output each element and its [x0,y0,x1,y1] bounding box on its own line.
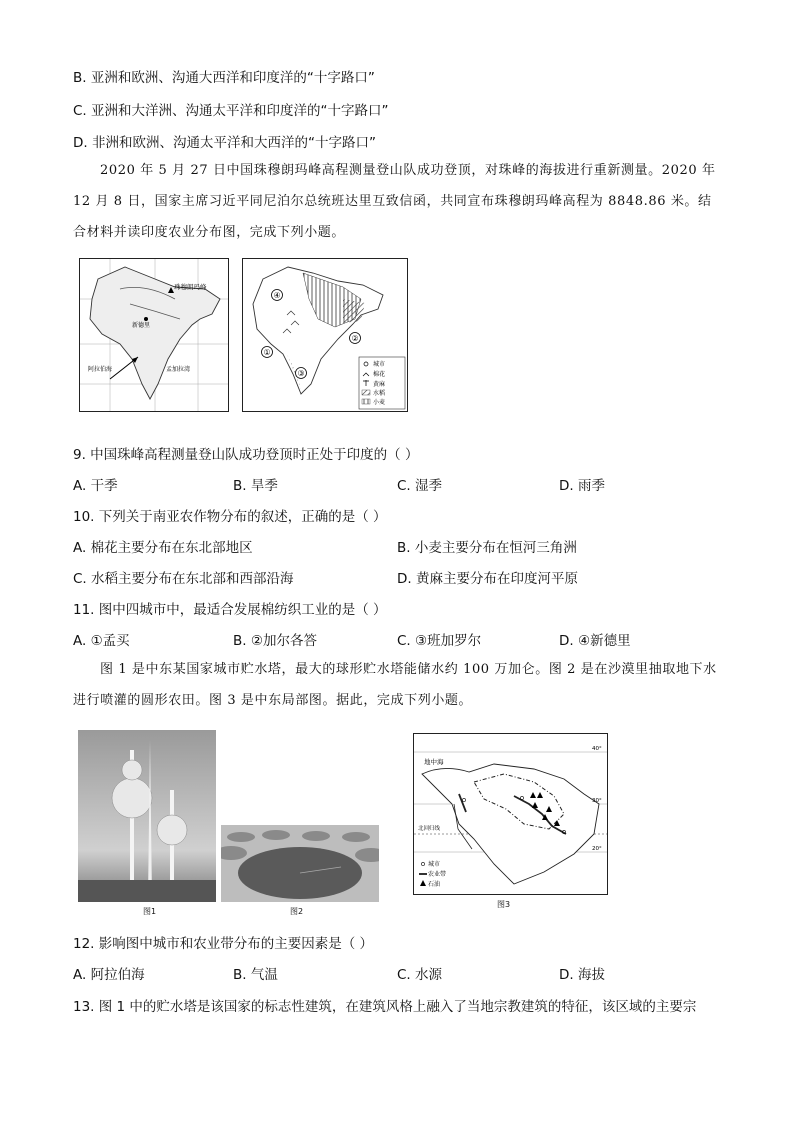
q9-stem: 9. 中国珠峰高程测量登山队成功登顶时正处于印度的（ ） [73,447,419,463]
passage-everest: 2020 年 5 月 27 日中国珠穆朗玛峰高程测量登山队成功登顶，对珠峰的海拔进行重新测量。2020 年 12 月 8 日，国家主席习近平同尼泊尔总统班达里互致信函，共同宣布珠穆朗玛峰高程为 8848.86 米。结合材料并读印度农业分布图，完成下列小题。 [73,163,716,240]
q10-option-b[interactable]: B. 小麦主要分布在恒河三角洲 [397,540,577,556]
label-lat-20: 20° [592,846,602,852]
label-lat-30: 30° [592,798,602,804]
india-physical-map [79,258,229,412]
figure2-caption: 图2 [290,907,304,916]
q11-option-b[interactable]: B. ②加尔各答 [233,633,317,649]
option-c-prev: C. 亚洲和大洋洲、沟通太平洋和印度洋的“十字路口” [73,103,389,119]
legend-me-city: 城市 [428,861,441,868]
label-lat-40: 40° [592,746,602,752]
label-newdelhi: 新德里 [132,322,151,329]
middle-east-map-drawing [414,734,607,894]
q12-stem: 12. 影响图中城市和农业带分布的主要因素是（ ） [73,936,374,952]
q9-option-c[interactable]: C. 湿季 [397,478,443,494]
passage-middle-east: 图 1 是中东某国家城市贮水塔，最大的球形贮水塔能储水约 100 万加仑。图 2 是在沙漠里抽取地下水进行喷灌的圆形农田。图 3 是中东局部图。据此，完成下列小题。 [73,662,717,708]
middle-east-map [413,733,608,895]
city-1: ① [263,348,271,357]
figure1-caption: 图1 [143,907,157,916]
q10-stem: 10. 下列关于南亚农作物分布的叙述，正确的是（ ） [73,509,387,525]
q11-stem: 11. 图中四城市中，最适合发展棉纺织工业的是（ ） [73,602,387,618]
q10-option-a[interactable]: A. 棉花主要分布在东北部地区 [73,540,253,556]
legend-rice: 水稻 [373,390,386,397]
label-bay-of-bengal: 孟加拉湾 [166,366,191,373]
q12-option-b[interactable]: B. 气温 [233,967,278,983]
city-2: ② [351,334,359,343]
india-physical-map-drawing [80,259,228,411]
q9-option-d[interactable]: D. 雨季 [559,478,605,494]
q12-option-c[interactable]: C. 水源 [397,967,443,983]
q9-option-b[interactable]: B. 旱季 [233,478,278,494]
legend-me-farm: 农业带 [428,871,447,878]
label-tropic: 北回归线 [418,826,441,832]
circular-fields-drawing [221,825,379,902]
q12-option-d[interactable]: D. 海拔 [559,967,605,983]
q11-option-d[interactable]: D. ④新德里 [559,633,631,649]
label-everest: 珠穆朗玛峰 [174,283,207,291]
option-d-prev: D. 非洲和欧洲、沟通太平洋和大西洋的“十字路口” [73,135,376,151]
water-tower-drawing [78,730,216,902]
q11-option-c[interactable]: C. ③班加罗尔 [397,633,482,649]
q9-option-a[interactable]: A. 干季 [73,478,118,494]
label-mediterranean: 地中海 [424,758,444,766]
option-b-prev: B. 亚洲和欧洲、沟通大西洋和印度洋的“十字路口” [73,70,375,86]
q10-option-c[interactable]: C. 水稻主要分布在东北部和西部沿海 [73,571,294,587]
legend-wheat: 小麦 [373,399,386,406]
city-4: ④ [273,291,281,300]
q12-option-a[interactable]: A. 阿拉伯海 [73,967,145,983]
figure3-caption: 图3 [497,900,511,909]
circular-fields-photo [221,825,379,902]
water-tower-photo [78,730,216,902]
label-arabian-sea: 阿拉伯海 [88,366,113,373]
q11-option-a[interactable]: A. ①孟买 [73,633,130,649]
legend-me-oil: 石油 [428,881,441,888]
q13-stem: 13. 图 1 中的贮水塔是该国家的标志性建筑，在建筑风格上融入了当地宗教建筑的特征，该区域的主要宗 [73,999,697,1015]
q10-option-d[interactable]: D. 黄麻主要分布在印度河平原 [397,571,578,587]
city-3: ③ [297,369,305,378]
legend-jute: 黄麻 [373,381,386,388]
legend-city: 城市 [373,361,386,368]
india-agriculture-map [242,258,408,412]
india-agriculture-map-drawing [243,259,407,411]
legend-cotton: 棉花 [373,371,386,378]
